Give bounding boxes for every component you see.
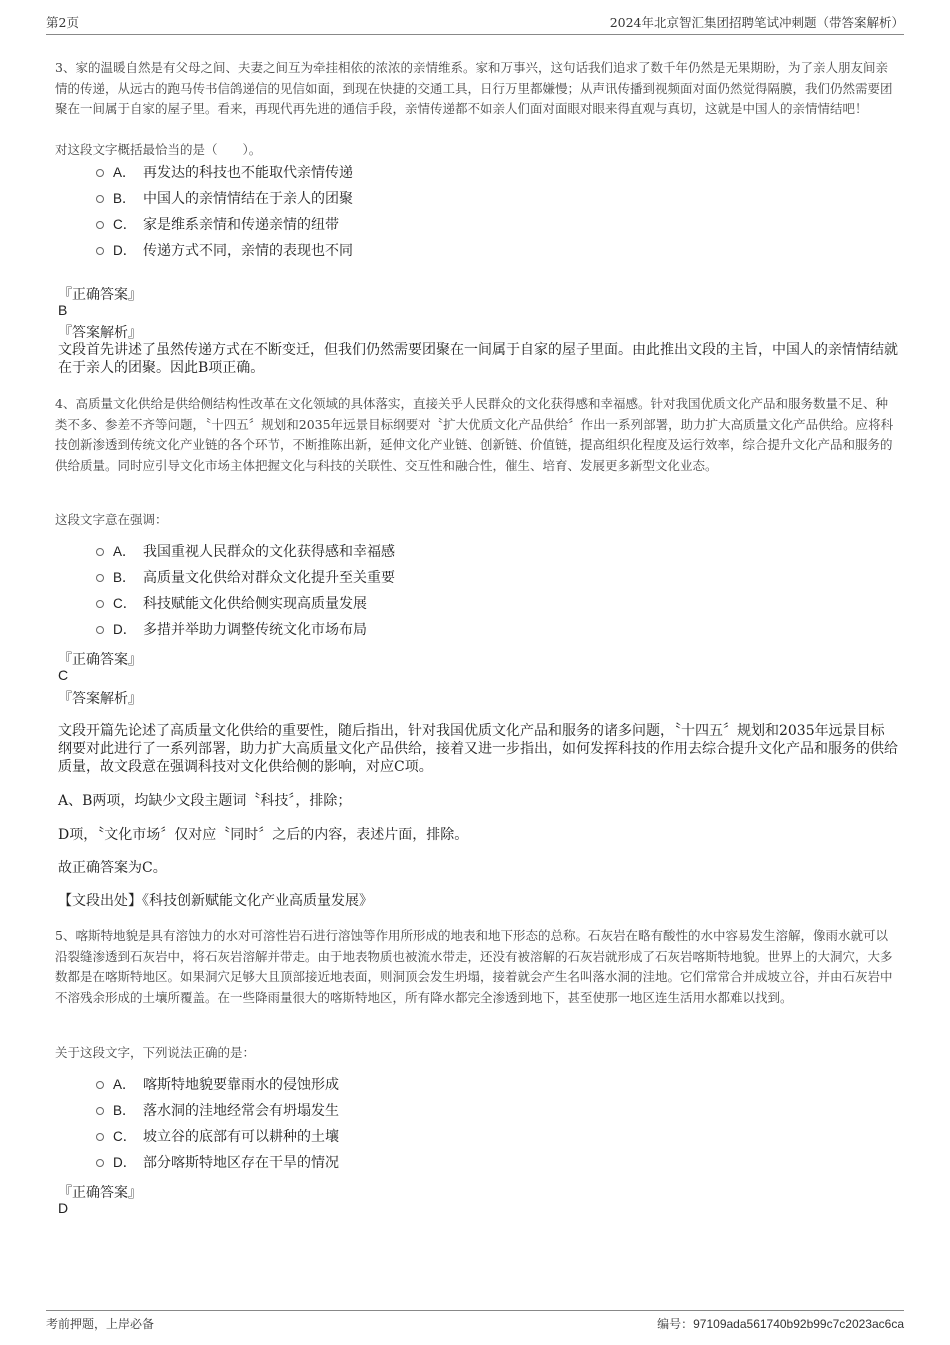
- answer-label: 『正确答案』: [58, 652, 142, 668]
- question-4-options: [96, 539, 395, 643]
- option-a[interactable]: A． 喀斯特地貌要靠雨水的侵蚀形成: [96, 1072, 339, 1098]
- question-5-prompt: 关于这段文字，下列说法正确的是：: [55, 1045, 256, 1060]
- radio-icon[interactable]: [96, 1081, 104, 1089]
- option-a[interactable]: A． 我国重视人民群众的文化获得感和幸福感: [96, 539, 395, 565]
- page-header: [46, 14, 904, 35]
- question-4-text: 4、高质量文化供给是供给侧结构性改革在文化领域的具体落实，直接关乎人民群众的文化获得感和幸福感。针对我国优质文化产品和服务数量不足、种类不多、参差不齐等问题，〝十四五〞规划和2035年远景目标纲要对〝扩大优质文化产品供给〞作出一系列部署，助力扩大高质量文化产品供给。应将科技创新渗透到传统文化产业链的各个环节，不断推陈出新，延伸文化产业链、创新链、价值链，提高组织化程度及运行效率，综合提升文化产品和服务的供给质量。同时应引导文化市场主体把握文化与科技的关联性、交互性和融合性，催生、培育、发展更多新型文化业态。: [55, 396, 894, 473]
- option-a[interactable]: A． 再发达的科技也不能取代亲情传递: [96, 160, 353, 186]
- question-5-options: [96, 1072, 339, 1176]
- analysis-label: 『答案解析』: [58, 325, 142, 341]
- analysis-text: 文段开篇先论述了高质量文化供给的重要性，随后指出，针对我国优质文化产品和服务的诸多问题，〝十四五〞规划和2035年远景目标纲要对此进行了一系列部署，助力扩大高质量文化产品供给，接着又进一步指出，如何发挥科技的作用去综合提升文化产品和服务的供给质量，故文段意在强调科技对文化供给侧的影响，对应C项。: [58, 723, 898, 775]
- analysis-text: A、B两项，均缺少文段主题词〝科技〞，排除；: [58, 793, 352, 809]
- footer-slogan: 考前押题，上岸必备: [46, 1317, 155, 1331]
- option-b[interactable]: B． 高质量文化供给对群众文化提升至关重要: [96, 565, 395, 591]
- radio-icon[interactable]: [96, 548, 104, 556]
- analysis-label: 『答案解析』: [58, 691, 142, 707]
- page-number: 第2页: [46, 15, 79, 30]
- radio-icon[interactable]: [96, 169, 104, 177]
- source-text: 【文段出处】《科技创新赋能文化产业高质量发展》: [58, 893, 373, 909]
- radio-icon[interactable]: [96, 600, 104, 608]
- answer-value: B: [58, 302, 68, 318]
- option-c[interactable]: C． 坡立谷的底部有可以耕种的土壤: [96, 1124, 339, 1150]
- question-3-options: [96, 160, 353, 264]
- radio-icon[interactable]: [96, 247, 104, 255]
- option-d[interactable]: D． 部分喀斯特地区存在干旱的情况: [96, 1150, 339, 1176]
- radio-icon[interactable]: [96, 1107, 104, 1115]
- option-c[interactable]: C． 科技赋能文化供给侧实现高质量发展: [96, 591, 395, 617]
- answer-value: C: [58, 667, 69, 683]
- option-b[interactable]: B． 落水洞的洼地经常会有坍塌发生: [96, 1098, 339, 1124]
- analysis-text: 故正确答案为C。: [58, 860, 167, 876]
- answer-label: 『正确答案』: [58, 1185, 142, 1201]
- radio-icon[interactable]: [96, 1159, 104, 1167]
- answer-label: 『正确答案』: [58, 287, 142, 303]
- question-5-text: 5、喀斯特地貌是具有溶蚀力的水对可溶性岩石进行溶蚀等作用所形成的地表和地下形态的总称。石灰岩在略有酸性的水中容易发生溶解，像雨水就可以沿裂缝渗透到石灰岩中，将石灰岩溶解并带走。由于地表物质也被流水带走，还没有被溶解的石灰岩就形成了石灰岩喀斯特地貌。世界上的大洞穴，大多数都是在喀斯特地区。如果洞穴足够大且顶部接近地表面，则洞顶会发生坍塌，接着就会产生名叫落水洞的洼地。它们常常合并成坡立谷，并由石灰岩中不溶残余形成的土壤所覆盖。在一些降雨量很大的喀斯特地区，所有降水都完全渗透到地下，甚至使那一地区连生活用水都难以找到。: [55, 928, 893, 1005]
- analysis-text: D项，〝文化市场〞仅对应〝同时〞之后的内容，表述片面，排除。: [58, 827, 469, 843]
- document-title: 2024年北京智汇集团招聘笔试冲刺题（带答案解析）: [609, 15, 904, 30]
- document-code: 编号：97109ada561740b92b99c7c2023ac6ca: [657, 1317, 904, 1331]
- radio-icon[interactable]: [96, 1133, 104, 1141]
- option-b[interactable]: B． 中国人的亲情情结在于亲人的团聚: [96, 186, 353, 212]
- radio-icon[interactable]: [96, 195, 104, 203]
- radio-icon[interactable]: [96, 574, 104, 582]
- question-3-text: 3、家的温暖自然是有父母之间、夫妻之间互为牵挂相依的浓浓的亲情维系。家和万事兴，这句话我们追求了数千年仍然是无果期盼，为了亲人朋友间亲情的传递，从远古的跑马传书信鸽递信的见信如面，到现在快捷的交通工具，日行万里都嫌慢；从声讯传播到视频面对面仍然觉得隔膜，我们仍然需要团聚在一间属于自家的屋子里。看来，再现代再先进的通信手段，亲情传递都不如亲人们面对面眼对眼来得直观与真切，这就是中国人的亲情情结吧！: [55, 60, 893, 116]
- option-d[interactable]: D． 多措并举助力调整传统文化市场布局: [96, 617, 395, 643]
- answer-value: D: [58, 1200, 69, 1216]
- radio-icon[interactable]: [96, 626, 104, 634]
- analysis-text: 文段首先讲述了虽然传递方式在不断变迁，但我们仍然需要团聚在一间属于自家的屋子里面。由此推出文段的主旨，中国人的亲情情结就在于亲人的团聚。因此B项正确。: [58, 342, 898, 376]
- page-footer: [46, 1310, 904, 1331]
- option-c[interactable]: C． 家是维系亲情和传递亲情的纽带: [96, 212, 353, 238]
- radio-icon[interactable]: [96, 221, 104, 229]
- question-4-prompt: 这段文字意在强调：: [55, 512, 168, 527]
- question-3-prompt: 对这段文字概括最恰当的是（ ）。: [55, 142, 262, 157]
- option-d[interactable]: D． 传递方式不同，亲情的表现也不同: [96, 238, 353, 264]
